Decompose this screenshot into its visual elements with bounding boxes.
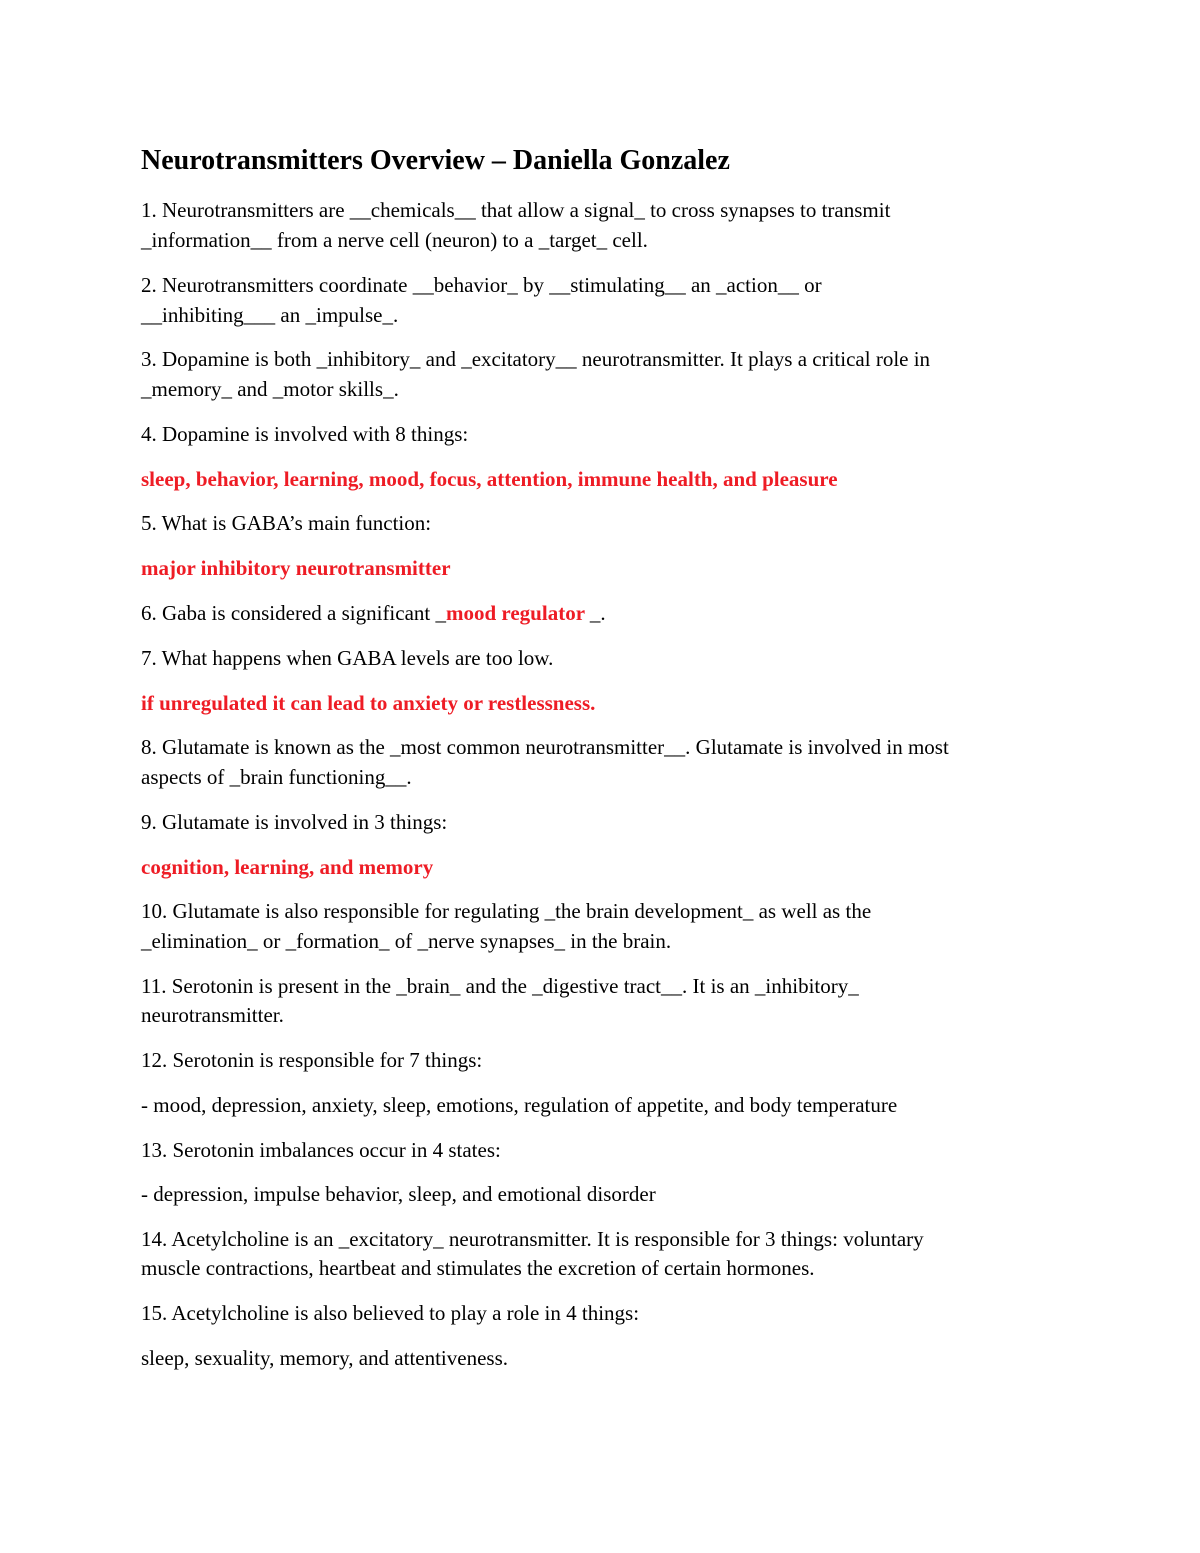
q6-prefix: 6. Gaba is considered a significant _ <box>141 601 446 625</box>
q7-answer: if unregulated it can lead to anxiety or restlessness. <box>141 691 596 715</box>
q12-answer: - mood, depression, anxiety, sleep, emotions, regulation of appetite, and body temperature <box>141 1093 898 1117</box>
q15-answer: sleep, sexuality, memory, and attentiveness. <box>141 1346 509 1370</box>
q11-line2: neurotransmitter. <box>141 1003 284 1027</box>
q6-line <box>141 598 606 628</box>
q10-line2: _elimination_ or _formation_ of _nerve synapses_ in the brain. <box>141 929 672 953</box>
q13-answer: - depression, impulse behavior, sleep, and emotional disorder <box>141 1182 656 1206</box>
q9-answer: cognition, learning, and memory <box>141 855 434 879</box>
document-title: Neurotransmitters Overview – Daniella Gonzalez <box>141 145 730 176</box>
q2-line2: __inhibiting___ an _impulse_. <box>141 303 399 327</box>
q5-answer: major inhibitory neurotransmitter <box>141 556 451 580</box>
q10-line1: 10. Glutamate is also responsible for regulating _the brain development_ as well as the <box>141 899 872 923</box>
q14-line1: 14. Acetylcholine is an _excitatory_ neurotransmitter. It is responsible for 3 things: voluntary <box>141 1227 924 1251</box>
q4-answer: sleep, behavior, learning, mood, focus, attention, immune health, and pleasure <box>141 467 838 491</box>
q7-question: 7. What happens when GABA levels are too low. <box>141 646 554 670</box>
q1-line1: 1. Neurotransmitters are __chemicals__ that allow a signal_ to cross synapses to transmit <box>141 198 891 222</box>
q8-line1: 8. Glutamate is known as the _most common neurotransmitter__. Glutamate is involved in most <box>141 735 949 759</box>
q9-question: 9. Glutamate is involved in 3 things: <box>141 810 448 834</box>
q3-line2: _memory_ and _motor skills_. <box>141 377 399 401</box>
q6-answer: mood regulator <box>446 601 590 625</box>
q6-suffix: _. <box>589 601 606 625</box>
q3-line1: 3. Dopamine is both _inhibitory_ and _excitatory__ neurotransmitter. It plays a critical role in <box>141 347 931 371</box>
q15-question: 15. Acetylcholine is also believed to play a role in 4 things: <box>141 1301 640 1325</box>
q2-line1: 2. Neurotransmitters coordinate __behavior_ by __stimulating__ an _action__ or <box>141 273 822 297</box>
q13-question: 13. Serotonin imbalances occur in 4 states: <box>141 1138 501 1162</box>
q4-question: 4. Dopamine is involved with 8 things: <box>141 422 469 446</box>
q14-line2: muscle contractions, heartbeat and stimulates the excretion of certain hormones. <box>141 1256 815 1280</box>
q11-line1: 11. Serotonin is present in the _brain_ and the _digestive tract__. It is an _inhibitory_ <box>141 974 859 998</box>
q5-question: 5. What is GABA’s main function: <box>141 511 432 535</box>
q1-line2: _information__ from a nerve cell (neuron) to a _target_ cell. <box>141 228 648 252</box>
q12-question: 12. Serotonin is responsible for 7 things: <box>141 1048 483 1072</box>
q8-line2: aspects of _brain functioning__. <box>141 765 412 789</box>
